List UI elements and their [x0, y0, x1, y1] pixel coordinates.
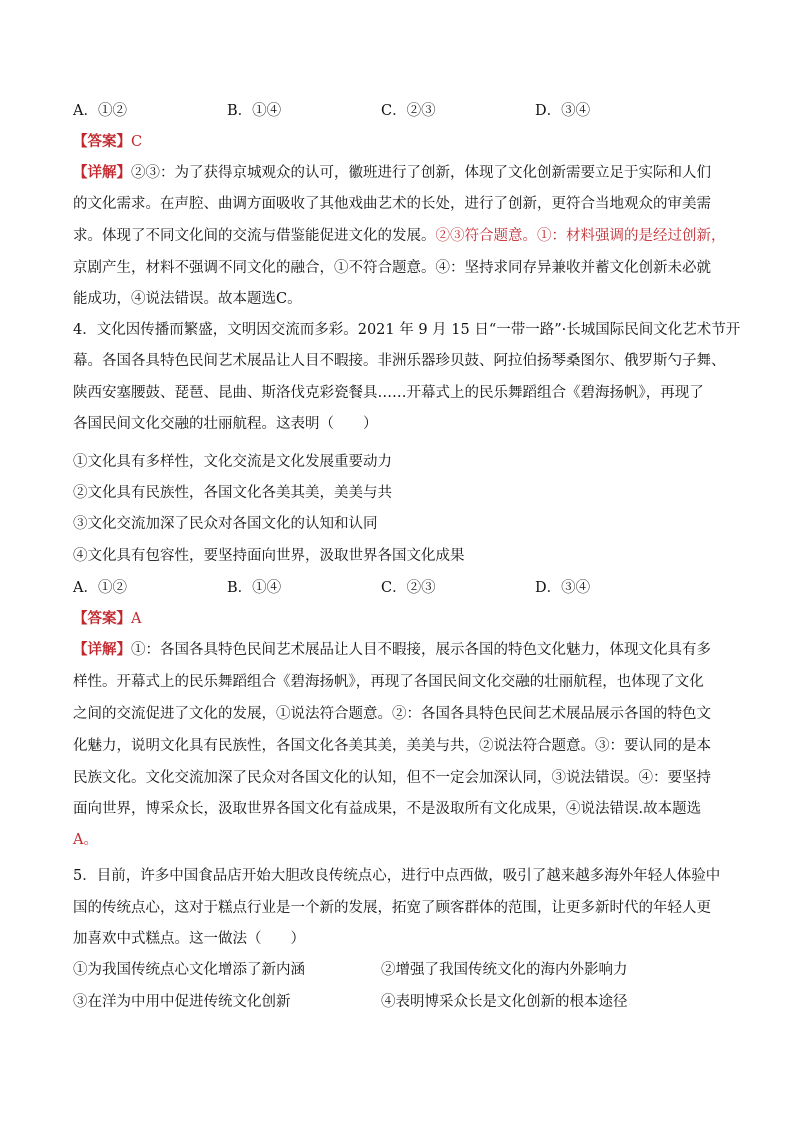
stem-line: 4．文化因传播而繁盛，文明因交流而多彩。2021 年 9 月 15 日“一带一路”·长城国际民间文化艺术节开	[73, 322, 741, 338]
answer-label: 【答案】	[73, 133, 131, 150]
detail-line	[73, 163, 733, 183]
detail-line: 面向世界，博采众长，汲取世界各国文化有益成果，不是汲取所有文化成果，④说法错误.故本题选	[73, 801, 702, 817]
q4-option-d: D．③④	[535, 580, 591, 596]
stem-line: 各国民间文化交融的壮丽航程。这表明（ ）	[73, 416, 378, 432]
q4-option-b: B．①④	[227, 580, 282, 596]
q3-option-a: A．①②	[73, 103, 127, 119]
detail-line: 能成功，④说法错误。故本题选C。	[73, 291, 302, 307]
detail-line: 样性。开幕式上的民乐舞蹈组合《碧海扬帆》，再现了各国民间文化交融的壮丽航程，也体现了文化	[73, 674, 704, 690]
detail-line	[73, 226, 733, 246]
detail-line: 京剧产生，材料不强调不同文化的融合，①不符合题意。④：坚持求同存异兼收并蓄文化创新未必就	[73, 260, 711, 276]
stem-line: 加喜欢中式糕点。这一做法（ ）	[73, 931, 305, 947]
q3-option-b: B．①④	[227, 103, 282, 119]
detail-line: A。	[73, 832, 98, 848]
q3-option-c: C．②③	[381, 103, 436, 119]
detail-label: 【详解】	[73, 164, 131, 181]
statement-item: ①文化具有多样性，文化交流是文化发展重要动力	[73, 454, 392, 470]
statement-item: ②文化具有民族性，各国文化各美其美，美美与共	[73, 485, 392, 501]
detail-line: 之间的交流促进了文化的发展，①说法符合题意。②：各国各具特色民间艺术展品展示各国的特色文	[73, 706, 711, 722]
stem-line: 5．目前，许多中国食品店开始大胆改良传统点心，进行中点西做，吸引了越来越多海外年轻人体验中	[73, 868, 721, 884]
q4-option-a: A．①②	[73, 580, 127, 596]
detail-label: 【详解】	[73, 641, 131, 658]
detail-text: ②③：为了获得京城观众的认可，徽班进行了创新，体现了文化创新需要立足于实际和人们	[131, 165, 711, 181]
detail-text: 求。体现了不同文化间的交流与借鉴能促进文化的发展。	[73, 228, 436, 244]
stem-line: 幕。各国各具特色民间艺术展品让人目不暇接。非洲乐器珍贝鼓、阿拉伯扬琴桑图尔、俄罗斯勺子舞、	[73, 353, 726, 369]
statement-item: ①为我国传统点心文化增添了新内涵	[73, 962, 305, 978]
statement-item: ②增强了我国传统文化的海内外影响力	[381, 962, 628, 978]
q4-answer	[73, 609, 733, 629]
statement-item: ③文化交流加深了民众对各国文化的认知和认同	[73, 516, 378, 532]
detail-line: 化魅力，说明文化具有民族性，各国文化各美其美，美美与共，②说法符合题意。③：要认同的是本	[73, 738, 711, 754]
stem-line: 国的传统点心，这对于糕点行业是一个新的发展，拓宽了顾客群体的范围，让更多新时代的年轻人更	[73, 900, 711, 916]
answer-label: 【答案】	[73, 610, 131, 627]
q3-option-d: D．③④	[535, 103, 591, 119]
answer-value: A	[131, 611, 142, 627]
stem-line: 陕西安塞腰鼓、琵琶、昆曲、斯洛伐克彩瓷餐具……开幕式上的民乐舞蹈组合《碧海扬帆》，再现了	[73, 385, 704, 401]
detail-text: ①：各国各具特色民间艺术展品让人目不暇接，展示各国的特色文化魅力，体现文化具有多	[131, 642, 711, 658]
statement-item: ④文化具有包容性，要坚持面向世界，汲取世界各国文化成果	[73, 548, 465, 564]
detail-text-highlight: ②③符合题意。①：材料强调的是经过创新，	[435, 228, 726, 244]
answer-value: C	[131, 134, 143, 150]
detail-line: 民族文化。文化交流加深了民众对各国文化的认知，但不一定会加深认同，③说法错误。④：要坚持	[73, 770, 711, 786]
q3-answer	[73, 132, 733, 152]
q4-option-c: C．②③	[381, 580, 436, 596]
statement-item: ③在洋为中用中促进传统文化创新	[73, 994, 291, 1010]
detail-line	[73, 640, 733, 660]
detail-line: 的文化需求。在声腔、曲调方面吸收了其他戏曲艺术的长处，进行了创新，更符合当地观众的审美需	[73, 196, 711, 212]
statement-item: ④表明博采众长是文化创新的根本途径	[381, 994, 628, 1010]
